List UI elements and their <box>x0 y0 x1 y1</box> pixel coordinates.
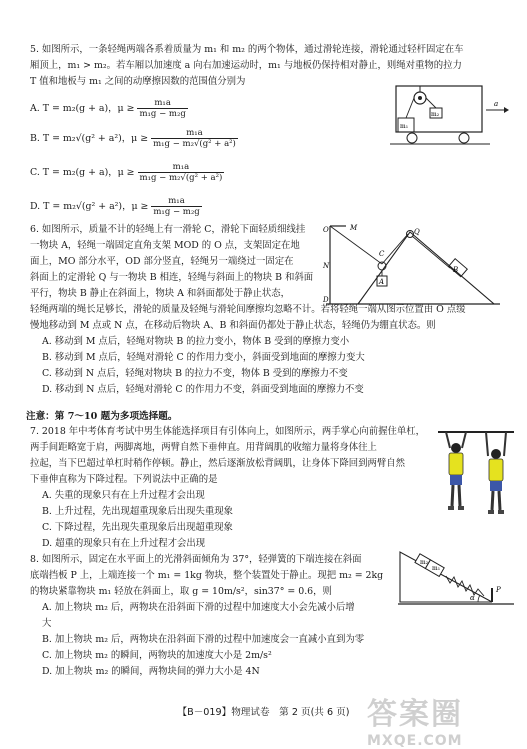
q7-line3: 拉起，当下巴超过单杠时稍作停顿。静止，然后逐渐放松背阔肌，让身体下降回到两臂自然 <box>30 458 406 469</box>
q7-option-a: A. 失重的现象只有在上升过程才会出现 <box>42 490 205 501</box>
q5-b-fraction: $\frac{\text{m₁a}}{\text{m₁g − m₂√(g² + a²)}}$ <box>153 128 236 149</box>
q6-option-a: A. 移动到 M 点后，轻绳对物块 B 的拉力变小，物体 B 受到的摩擦力变小 <box>42 336 350 347</box>
q5-option-b: B. T = m₂√(g² + a²)，μ ≥ $\frac{\text{m₁a}}{\text{m₁g − m₂√(g² + a²)}}$ <box>30 128 236 149</box>
q6-fig-label-m: M <box>350 224 358 232</box>
q6-line3: 面上，MO 部分水平，OD 部分竖直，轻绳另一端绕过一固定在 <box>30 256 294 267</box>
q6-figure-incline <box>322 220 502 312</box>
q7-option-b: B. 上升过程，先出现超重现象后出现失重现象 <box>42 506 233 517</box>
q8-fig-label-m2: m₂ <box>420 559 429 566</box>
q7-figure-pullup <box>436 426 516 516</box>
q5-stem-line3: T 值和地板与 m₁ 之间的动摩擦因数的范围值分别为 <box>30 76 246 87</box>
q6-line1: 6. 如图所示，质量不计的轻绳上有一滑轮 C，滑轮下面轻质细线挂 <box>30 224 306 235</box>
q6-fig-label-q: Q <box>414 228 420 236</box>
q5-stem-line2: 厢顶上，m₁ > m₂。若车厢以加速度 a 向右加速运动时，m₁ 与地板仍保持相对静止，则绳对重物的拉力 <box>30 60 462 71</box>
q8-option-c: C. 加上物块 m₂ 的瞬间，两物块的加速度大小是 2m/s² <box>42 650 272 661</box>
q6-fig-label-o: O <box>323 226 329 234</box>
q5-a-fraction: $\frac{\text{m₁a}}{\text{m₁g − m₂g}}$ <box>139 98 186 119</box>
q8-option-a-cont: 大 <box>42 618 52 629</box>
multi-choice-note: 注意：第 7～10 题为多项选择题。 <box>26 411 178 422</box>
q8-fig-label-m1: m₁ <box>432 565 441 572</box>
q5-fig-label-m1: m₁ <box>400 123 409 130</box>
q5-d-fraction: $\frac{\text{m₁a}}{\text{m₁g − m₂g}}$ <box>153 196 200 217</box>
q8-line2: 底端挡板 P 上，上端连接一个 m₁ = 1kg 物块，整个装置处于静止。现把 m₂ = 2kg <box>30 570 384 581</box>
q5-figure-train-car <box>390 78 510 148</box>
q8-line1: 8. 如图所示，固定在水平面上的光滑斜面倾角为 37°，轻弹簧的下端连接在斜面 <box>30 554 362 565</box>
q6-fig-label-a: A <box>379 278 385 286</box>
q6-line2: 一物块 A，轻绳一端固定直角支架 MOD 的 O 点，支架固定在地 <box>30 240 300 251</box>
question-8 <box>30 552 406 680</box>
site-watermark-logo <box>367 689 517 749</box>
question-7 <box>30 424 430 552</box>
q5-c-fraction: $\frac{\text{m₁a}}{\text{m₁g − m₂√(g² + a²)}}$ <box>139 162 223 183</box>
pullup-figure-left <box>446 432 466 510</box>
q8-option-a: A. 加上物块 m₂ 后，两物块在沿斜面下滑的过程中加速度大小会先减小后增 <box>42 602 355 613</box>
q5-option-c: C. T = m₂(g + a)，μ ≥ $\frac{\text{m₁a}}{\text{m₁g − m₂√(g² + a²)}}$ <box>30 162 223 183</box>
q6-line6: 轻绳两端的绳长足够长，滑轮的质量及轻绳与滑轮间摩擦均忽略不计。若将轻绳一端从图示位置由 O 点缓 <box>30 304 466 315</box>
q8-figure-spring-incline <box>396 546 516 610</box>
q8-option-b: B. 加上物块 m₂ 后，两物块在沿斜面下滑的过程中加速度会一直减小直到为零 <box>42 634 365 645</box>
q7-line2: 两手间距略宽于肩，两脚离地，两臂自然下垂伸直。用背阔肌的收缩力量将身体往上 <box>30 442 377 453</box>
q6-option-c: C. 移动到 N 点后，轻绳对物块 B 的拉力不变，物体 B 受到的摩擦力不变 <box>42 368 348 379</box>
pullup-figure-right <box>486 432 506 514</box>
watermark-small-text: MXQE.COM <box>367 733 463 749</box>
q6-fig-label-d: D <box>323 296 329 304</box>
q5-fig-label-m2: m₂ <box>431 111 440 118</box>
page-footer: 【B－019】物理试卷 第 2 页(共 6 页) <box>177 707 350 718</box>
q5-option-d: D. T = m₂√(g² + a²)，μ ≥ $\frac{\text{m₁a}}{\text{m₁g − m₂g}}$ <box>30 196 200 217</box>
q6-line7: 慢地移动到 M 点或 N 点，在移动后物块 A、B 和斜面仍都处于静止状态，轻绳仍为绷直状态。则 <box>30 320 436 331</box>
q6-option-d: D. 移动到 N 点后，轻绳对滑轮 C 的作用力不变，斜面受到地面的摩擦力不变 <box>42 384 364 395</box>
watermark-big-text: 答案圈 <box>367 697 463 732</box>
q8-option-d: D. 加上物块 m₂ 的瞬间，两物块间的弹力大小是 4N <box>42 666 260 677</box>
q7-line4: 下垂伸直称为下降过程。下列说法中正确的是 <box>30 474 218 485</box>
q6-option-b: B. 移动到 M 点后，轻绳对滑轮 C 的作用力变小，斜面受到地面的摩擦力变大 <box>42 352 365 363</box>
q6-line4: 斜面上的定滑轮 Q 与一物块 B 相连，轻绳与斜面上的物块 B 和斜面 <box>30 272 314 283</box>
q8-fig-label-p: P <box>496 586 501 594</box>
q7-line1: 7. 2018 年中考体育考试中男生体能选择项目有引体向上，如图所示，两手掌心向前握住单杠， <box>30 426 426 437</box>
q6-line5: 平行，物块 B 静止在斜面上，物块 A 和斜面都处于静止状态， <box>30 288 290 299</box>
q6-fig-label-b: B <box>453 266 459 274</box>
q8-line3: 的物块紧靠物块 m₁ 轻放在斜面上，取 g = 10m/s²，sin37° = 0.6，则 <box>30 586 332 597</box>
q7-option-c: C. 下降过程，先出现失重现象后出现超重现象 <box>42 522 233 533</box>
q5-fig-label-a: a <box>494 100 499 108</box>
q7-option-d: D. 超重的现象只有在上升过程才会出现 <box>42 538 206 549</box>
q6-fig-label-n: N <box>323 262 330 270</box>
q8-fig-label-alpha: α <box>470 594 475 602</box>
q5-stem-line1: 5. 如图所示，一条轻绳两端各系着质量为 m₁ 和 m₂ 的两个物体，通过滑轮连接，滑轮通过轻杆固定在车 <box>30 44 464 55</box>
q5-option-a: A. T = m₂(g + a)，μ ≥ $\frac{\text{m₁a}}{\text{m₁g − m₂g}}$ <box>30 98 186 119</box>
q6-fig-label-c: C <box>379 250 385 258</box>
